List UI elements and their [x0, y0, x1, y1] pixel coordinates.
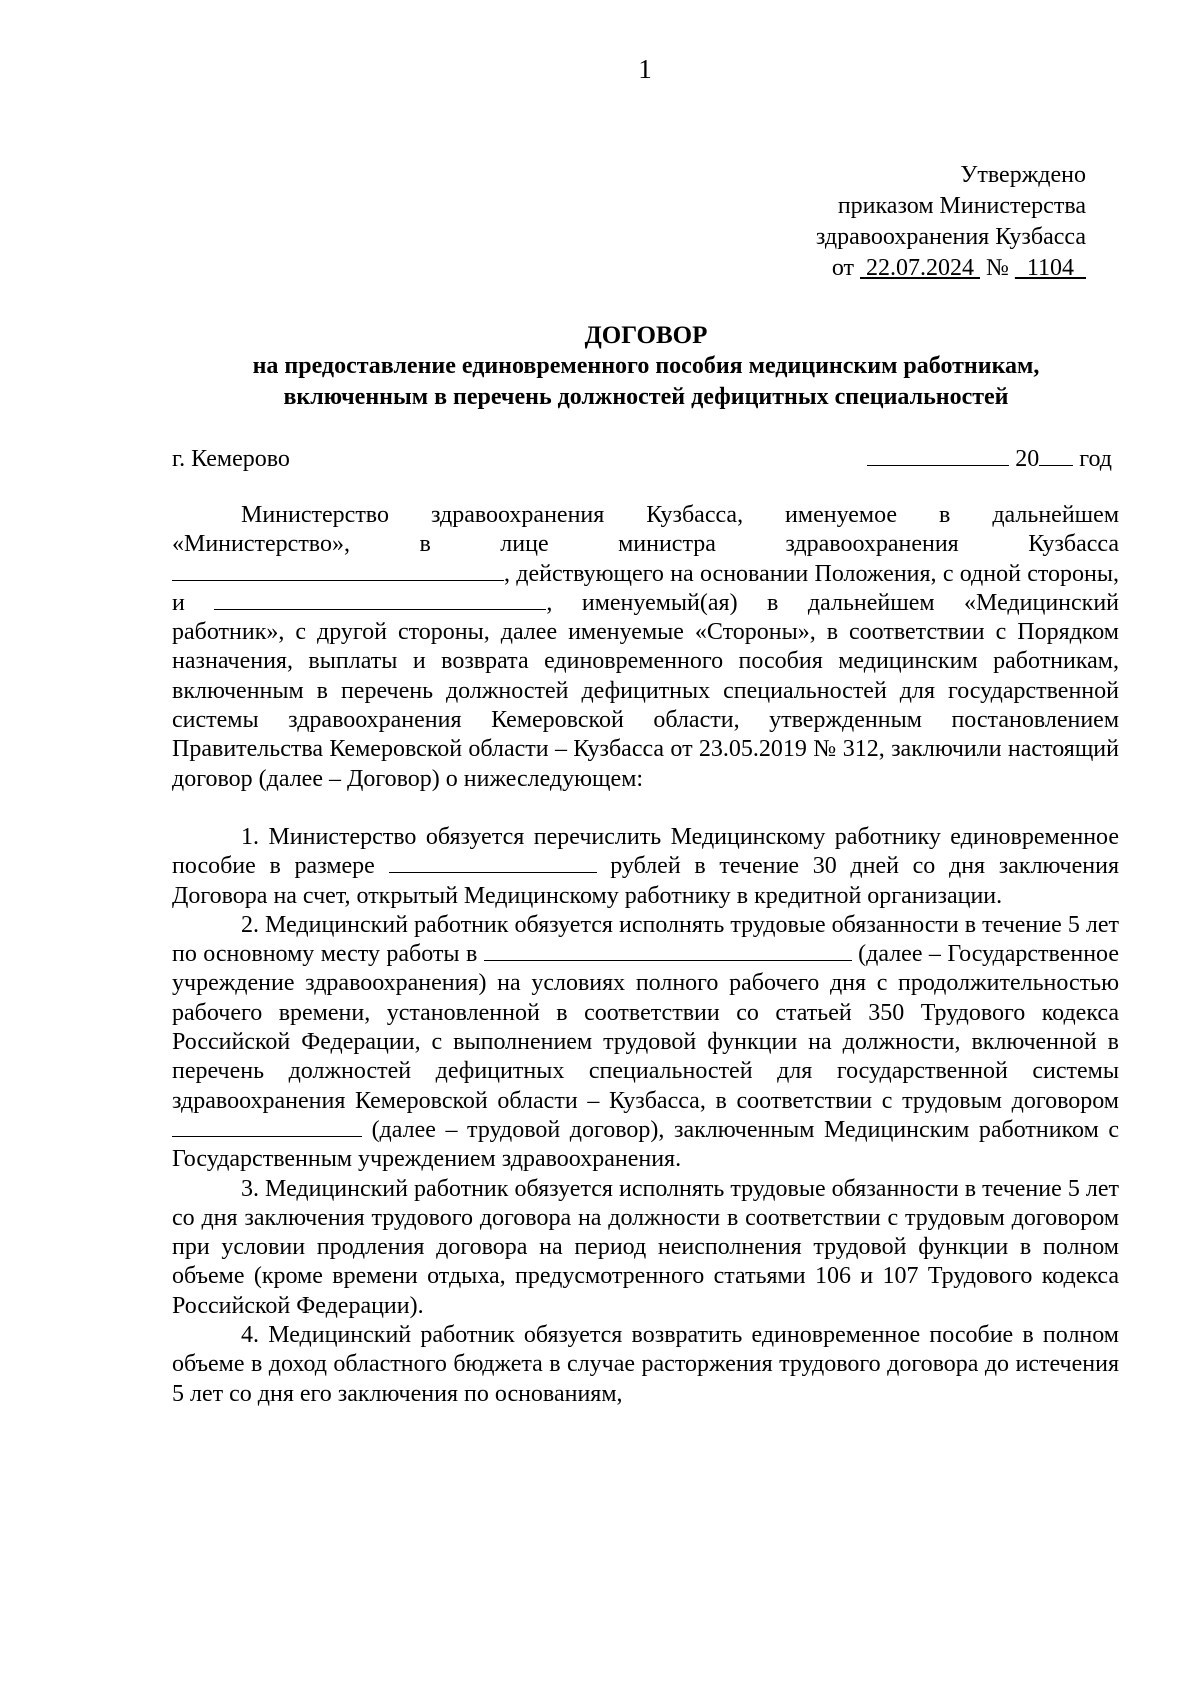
date-blank[interactable] — [867, 445, 1009, 466]
clause-text: (далее – трудовой договор), заключенным Медицинским работником с Государственным учреждением здравоохранения. — [172, 1116, 1119, 1173]
preamble-text: , именуемый(ая) в дальнейшем «Медицинский работник», с другой стороны, далее именуемые «Стороны», в соответствии с Порядком назначения, выплаты и возврата единовременного пособия медицинским работникам, включенным в перечень должностей дефицитных специальностей для государственной системы здравоохранения Кемеровской области, утвержденным постановлением Правительства Кемеровской области – Кузбасса от 23.05.2019 № 312, заключили настоящий договор (далее – Договор) о нижеследующем: — [172, 589, 1120, 792]
minister-name-blank[interactable] — [172, 560, 504, 581]
document-subtitle: на предоставление единовременного пособия медицинским работникам, — [252, 353, 1040, 379]
document-heading — [172, 320, 1120, 413]
date-field — [867, 444, 1112, 475]
clause-1 — [172, 823, 1119, 911]
amount-blank[interactable] — [389, 852, 597, 873]
clause-text: 2. Медицинский работник обязуется исполнять трудовые обязанности в течение 5 лет по основному месту работы в — [172, 911, 1119, 968]
order-number-sign: № — [979, 255, 1015, 281]
year-suffix: год — [1073, 446, 1112, 472]
approval-line: здравоохранения Кузбасса — [815, 224, 1086, 250]
clause-text: (далее – Государственное учреждение здравоохранения) на условиях полного рабочего дня с продолжительностью рабочего времени, установленной в соответствии со статьей 350 Трудового кодекса Российской Федерации, с выполнением трудовой функции на должности, включенной в перечень должностей дефицитных специальностей для государственной системы здравоохранения Кемеровской области – Кузбасса, в соответствии с трудовым договором — [172, 941, 1119, 1114]
order-date: 22.07.2024 — [859, 255, 980, 281]
approval-line: Утверждено — [960, 162, 1086, 188]
document-subtitle: включенным в перечень должностей дефицитных специальностей — [283, 384, 1009, 410]
year-prefix: 20 — [1009, 446, 1040, 472]
clause-text: 1. Министерство обязуется перечислить Медицинскому работнику единовременное пособие в размере — [172, 823, 1119, 880]
year-blank[interactable] — [1039, 445, 1073, 466]
approval-line: приказом Министерства — [837, 193, 1086, 219]
institution-blank[interactable] — [484, 940, 852, 961]
labor-contract-blank[interactable] — [172, 1116, 362, 1137]
clause-3: 3. Медицинский работник обязуется исполнять трудовые обязанности в течение 5 лет со дня заключения трудового договора на должности в соответствии с трудовым договором при условии продления договора на период неисполнения трудовой функции в полном объеме (кроме времени отдыха, предусмотренного статьями 106 и 107 Трудового кодекса Российской Федерации). — [172, 1175, 1119, 1319]
preamble — [172, 501, 1119, 794]
worker-name-blank[interactable] — [214, 589, 546, 610]
document-title: ДОГОВОР — [584, 322, 708, 349]
preamble-text: , действующего на основании Положения, с одной стороны, и — [172, 560, 1119, 616]
place-date-line — [172, 444, 1112, 475]
clause-4: 4. Медицинский работник обязуется возвратить единовременное пособие в полном объеме в доход областного бюджета в случае расторжения трудового договора до истечения 5 лет со дня его заключения по основаниям, — [172, 1322, 1119, 1407]
order-date-prefix: от — [831, 255, 860, 281]
clause-text: рублей в течение 30 дней со дня заключения Договора на счет, открытый Медицинскому работнику в кредитной организации. — [172, 853, 1120, 909]
clause-2 — [172, 911, 1119, 1175]
city: г. Кемерово — [172, 446, 290, 472]
preamble-text: Министерство здравоохранения Кузбасса, именуемое в дальнейшем «Министерство», в лице министра здравоохранения Кузбасса — [172, 502, 1119, 558]
approval-order-line — [816, 253, 1086, 284]
contract-body — [172, 501, 1119, 1409]
approval-stamp — [816, 160, 1086, 284]
page-number: 1 — [638, 54, 652, 84]
order-number: 1104 — [1014, 255, 1086, 281]
